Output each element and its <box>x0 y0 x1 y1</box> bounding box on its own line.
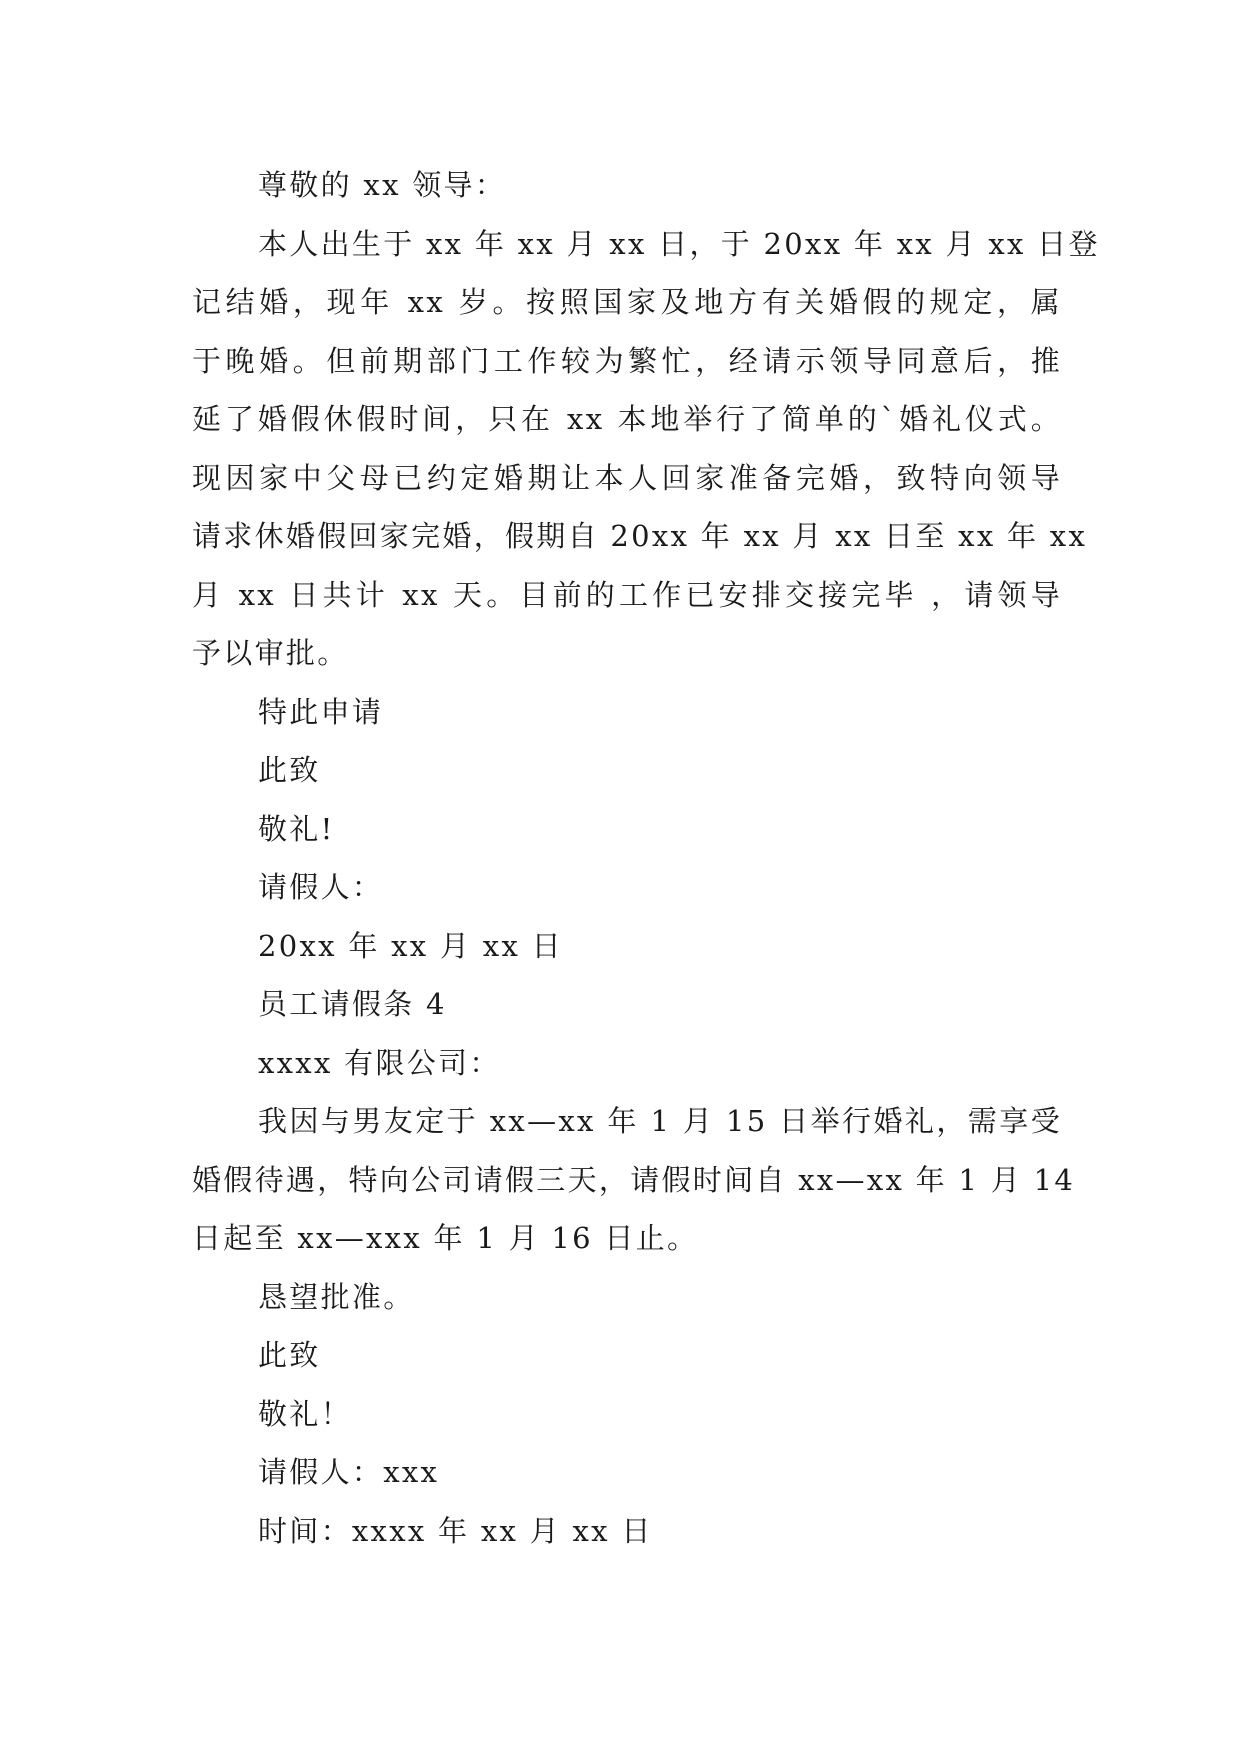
body-line: 请求休婚假回家完婚，假期自 20xx 年 xx 月 xx 日至 xx 年 xx <box>192 519 1088 553</box>
date-line: 20xx 年 xx 月 xx 日 <box>258 928 563 963</box>
salutation: 尊敬的 xx 领导： <box>258 168 507 202</box>
body-line: 婚假待遇，特向公司请假三天，请假时间自 xx—xx 年 1 月 14 <box>192 1162 1076 1197</box>
body-line: 于晚婚。但前期部门工作较为繁忙，经请示领导同意后，推 <box>192 343 1062 378</box>
body-line: 日起至 xx—xxx 年 1 月 16 日止。 <box>192 1221 699 1255</box>
body-line: 记结婚，现年 xx 岁。按照国家及地方有关婚假的规定，属 <box>192 285 1062 319</box>
request-line: 恳望批准。 <box>258 1279 415 1314</box>
closing-line: 敬礼! <box>258 811 335 846</box>
salutation: xxxx 有限公司： <box>258 1045 501 1080</box>
applicant-line: 请假人： <box>258 870 384 904</box>
closing-line: 此致 <box>258 753 321 787</box>
applicant-line: 请假人：xxx <box>258 1455 440 1489</box>
body-line: 我因与男友定于 xx—xx 年 1 月 15 日举行婚礼，需享受 <box>258 1104 1062 1138</box>
body-line: 月 xx 日共计 xx 天。目前的工作已安排交接完毕 ，请领导 <box>192 577 1062 612</box>
body-line: 现因家中父母已约定婚期让本人回家准备完婚，致特向领导 <box>192 460 1062 495</box>
closing-line: 此致 <box>258 1338 321 1372</box>
body-line: 本人出生于 xx 年 xx 月 xx 日，于 20xx 年 xx 月 xx 日登 <box>258 226 1100 261</box>
body-line: 延了婚假休假时间，只在 xx 本地举行了简单的`婚礼仪式。 <box>192 402 1062 436</box>
date-line: 时间：xxxx 年 xx 月 xx 日 <box>258 1513 653 1548</box>
special-request: 特此申请 <box>258 694 384 729</box>
section-title: 员工请假条 4 <box>258 987 447 1021</box>
document-page <box>192 156 1100 1560</box>
closing-line: 敬礼！ <box>258 1396 352 1431</box>
body-line: 予以审批。 <box>192 636 349 670</box>
